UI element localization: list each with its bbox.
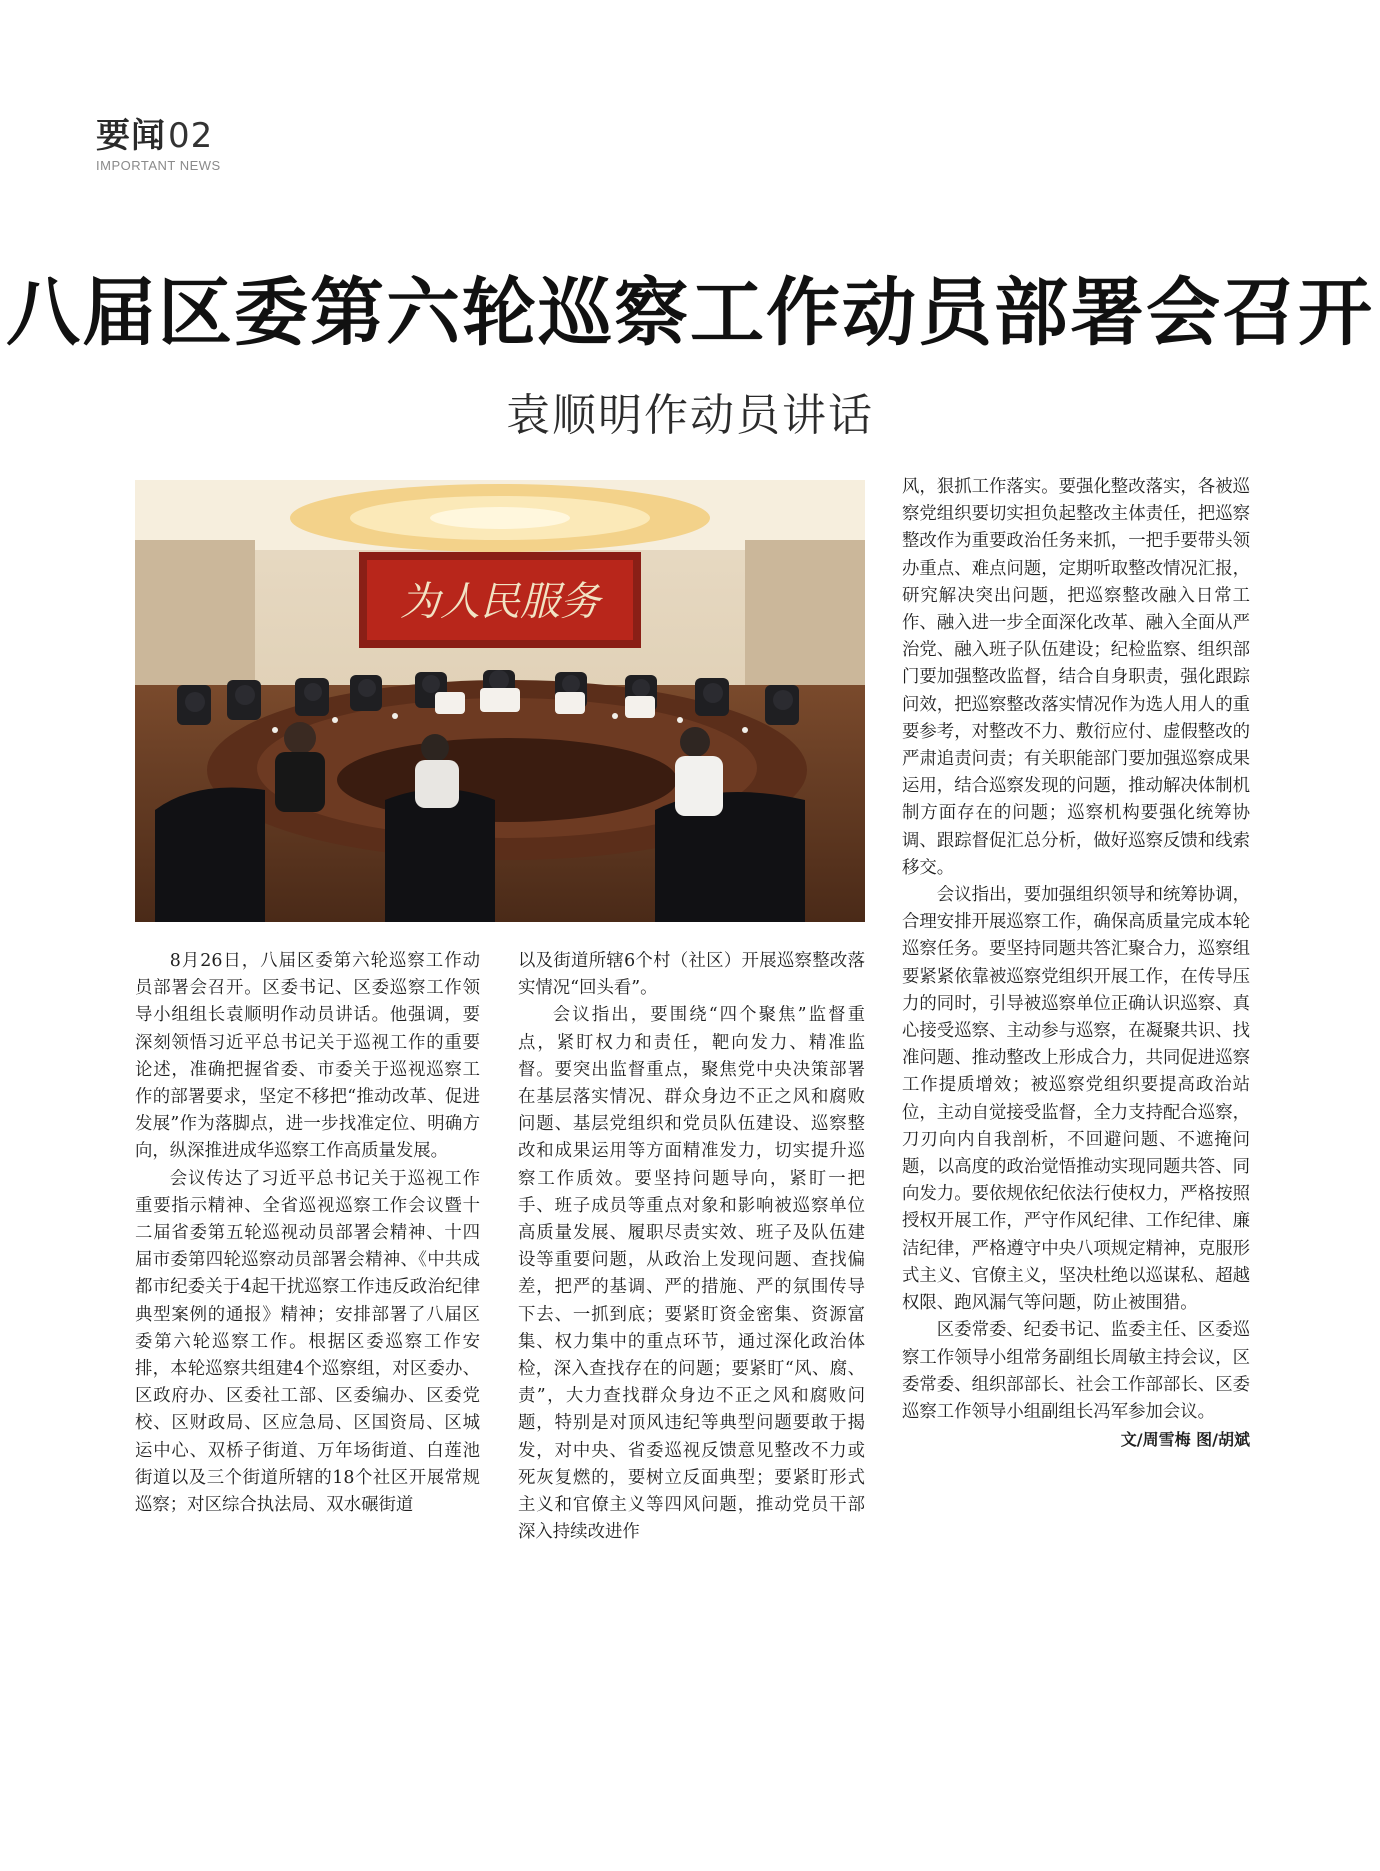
meeting-photo <box>135 480 865 922</box>
article-column-3 <box>902 474 1250 1453</box>
headline: 八届区委第六轮巡察工作动员部署会召开 <box>6 270 1374 356</box>
article-paragraph-text: 区委常委、纪委书记、监委主任、区委巡察工作领导小组常务副组长周敏主持会议，区委常委、组织部部长、社会工作部部长、区委巡察工作领导小组副组长冯军参加会议。 <box>902 1320 1250 1422</box>
article-paragraph: 会议指出，要加强组织领导和统筹协调，合理安排开展巡察工作，确保高质量完成本轮巡察任务。要坚持同题共答汇聚合力，巡察组要紧紧依靠被巡察党组织开展工作，在传导压力的同时，引导被巡察单位正确认识巡察、真心接受巡察、主动参与巡察，在凝聚共识、找准问题、推动整改上形成合力，共同促进巡察工作提质增效；被巡察党组织要提高政治站位，主动自觉接受监督，全力支持配合巡察，刀刃向内自我剖析，不回避问题、不遮掩问题，以高度的政治觉悟推动实现同题共答、同向发力。要依规依纪依法行使权力，严格按照授权开展工作，严守作风纪律、工作纪律、廉洁纪律，严格遵守中央八项规定精神，克服形式主义、官僚主义，坚决杜绝以巡谋私、超越权限、跑风漏气等问题，防止被围猎。 <box>902 885 1250 1314</box>
section-title-en: IMPORTANT NEWS <box>96 158 221 173</box>
section-number: 02 <box>168 116 214 156</box>
article-paragraph: 会议传达了习近平总书记关于巡视工作重要指示精神、全省巡视巡察工作会议暨十二届省委第五轮巡视动员部署会精神、十四届市委第四轮巡察动员部署会精神、《中共成都市纪委关于4起干扰巡察工作违反政治纪律典型案例的通报》精神；安排部署了八届区委第六轮巡察工作。根据区委巡察工作安排，本轮巡察共组建4个巡察组，对区委办、区政府办、区委社工部、区委编办、区委党校、区财政局、区应急局、区国资局、区城运中心、双桥子街道、万年场街道、白莲池街道以及三个街道所辖的18个社区开展常规巡察；对区综合执法局、双水碾街道 <box>135 1168 480 1516</box>
meeting-photo-illustration <box>135 480 865 922</box>
article-paragraph: 8月26日，八届区委第六轮巡察工作动员部署会召开。区委书记、区委巡察工作领导小组组长袁顺明作动员讲话。他强调，要深刻领悟习近平总书记关于巡视工作的重要论述，准确把握省委、市委关于巡视巡察工作的部署要求，坚定不移把“推动改革、促进发展”作为落脚点，进一步找准定位、明确方向，纵深推进成华巡察工作高质量发展。 <box>135 951 480 1162</box>
section-title <box>96 116 221 156</box>
article-column-1 <box>135 948 480 1519</box>
section-title-cn: 要闻 <box>96 116 166 156</box>
article-paragraph: 以及街道所辖6个村（社区）开展巡察整改落实情况“回头看”。 <box>518 951 865 999</box>
section-header <box>96 116 221 173</box>
subheadline: 袁顺明作动员讲话 <box>506 390 874 441</box>
article-paragraph: 风，狠抓工作落实。要强化整改落实，各被巡察党组织要切实担负起整改主体责任，把巡察整改作为重要政治任务来抓，一把手要带头领办重点、难点问题，定期听取整改情况汇报，研究解决突出问题，把巡察整改融入日常工作、融入进一步全面深化改革、融入全面从严治党、融入班子队伍建设；纪检监察、组织部门要加强整改监督，结合自身职责，强化跟踪问效，把巡察整改落实情况作为选人用人的重要参考，对整改不力、敷衍应付、虚假整改的严肃追责问责；有关职能部门要加强巡察成果运用，结合巡察发现的问题，推动解决体制机制方面存在的问题；巡察机构要强化统筹协调、跟踪督促汇总分析，做好巡察反馈和线索移交。 <box>902 477 1250 878</box>
banner-text: 为人民服务 <box>400 579 600 625</box>
article-column-2 <box>518 948 865 1546</box>
byline: 文/周雪梅 图/胡斌 <box>1120 1430 1250 1450</box>
article-paragraph: 会议指出，要围绕“四个聚焦”监督重点，紧盯权力和责任，靶向发力、精准监督。要突出监督重点，聚焦党中央决策部署在基层落实情况、群众身边不正之风和腐败问题、基层党组织和党员队伍建设、巡察整改和成果运用等方面精准发力，切实提升巡察工作质效。要坚持问题导向，紧盯一把手、班子成员等重点对象和影响被巡察单位高质量发展、履职尽责实效、班子及队伍建设等重要问题，从政治上发现问题、查找偏差，把严的基调、严的措施、严的氛围传导下去、一抓到底；要紧盯资金密集、资源富集、权力集中的重点环节，通过深化政治体检，深入查找存在的问题；要紧盯“风、腐、责”，大力查找群众身边不正之风和腐败问题，特别是对顶风违纪等典型问题要敢于揭发，对中央、省委巡视反馈意见整改不力或死灰复燃的，要树立反面典型；要紧盯形式主义和官僚主义等四风问题，推动党员干部深入持续改进作 <box>518 1005 865 1543</box>
article-paragraph <box>902 1317 1250 1450</box>
